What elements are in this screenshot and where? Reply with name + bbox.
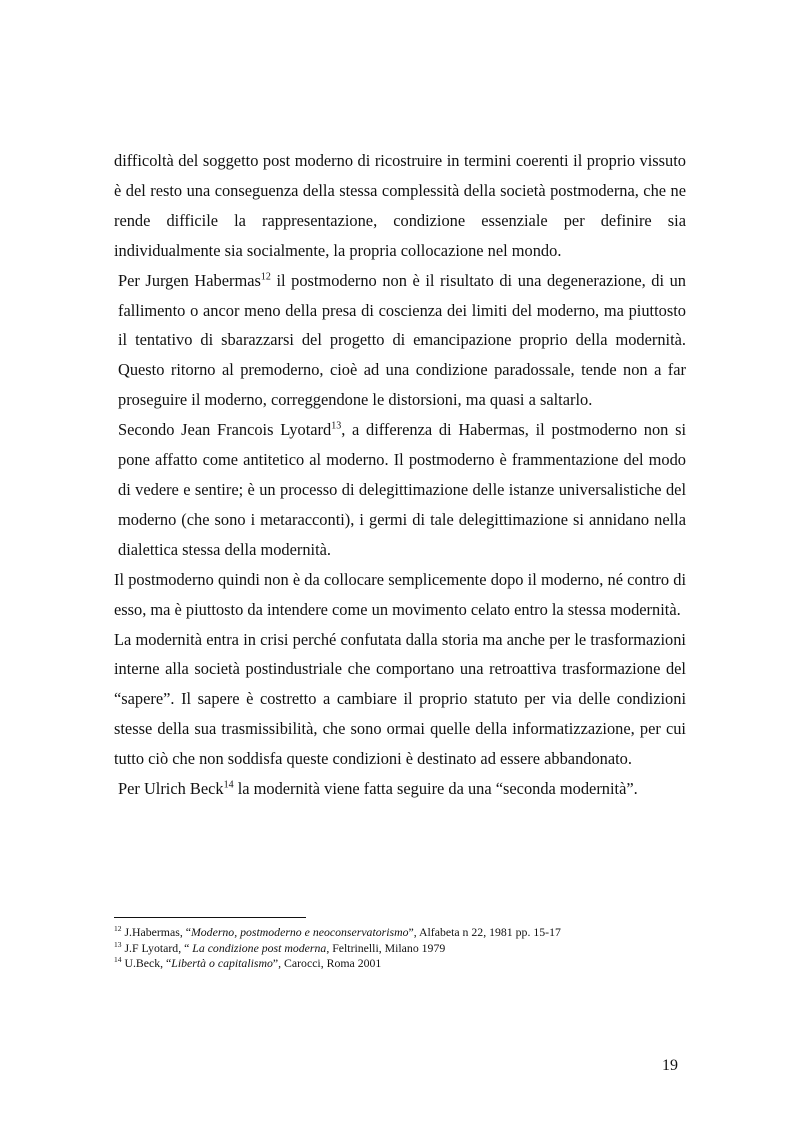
paragraph-text: , a differenza di Habermas, il postmoderno non si pone affatto come antitetico al moderno. Il postmoderno è frammentazione del modo di vedere e sentire; è un processo di delegittimazione delle istanze universalistiche del moderno (che sono i metaracconti), i germi di tale delegittimazione si annidano nella dialettica stessa della modernità.	[118, 420, 687, 559]
paragraph-5	[114, 625, 686, 775]
paragraph-beck	[114, 774, 686, 804]
footnote-number: 12	[114, 924, 122, 934]
footnote-ref-12[interactable]: 12	[260, 271, 271, 283]
footnote-title: La condizione post moderna	[192, 940, 327, 955]
paragraph-text: Per Jurgen Habermas	[118, 270, 261, 290]
paragraph-text: difficoltà del soggetto post moderno di ricostruire in termini coerenti il proprio vissuto è del resto una conseguenza della stessa complessità della società postmoderna, che ne rende difficile la rappresentazione, condizione essenziale per definire sia individualmente sia socialmente, la propria collocazione nel mondo.	[114, 151, 686, 260]
paragraph-text: la modernità viene fatta seguire da una “seconda modernità”.	[233, 779, 638, 799]
paragraph-text: La modernità entra in crisi perché confutata dalla storia ma anche per le trasformazioni interne alla società postindustriale che comportano una retroattiva trasformazione del “sapere”. Il sapere è costretto a cambiare il proprio statuto per via delle condizioni stesse della sua trasmissibilità, che sono ormai quelle della informatizzazione, per cui tutto ciò che non soddisfa queste condizioni è destinato ad essere abbandonato.	[114, 629, 686, 769]
footnote-14	[114, 956, 686, 972]
footnote-text: U.Beck, “	[124, 956, 172, 970]
page-number: 19	[662, 1057, 678, 1074]
footnote-title: Libertà o capitalismo	[171, 956, 273, 970]
footnote-separator	[114, 917, 306, 918]
paragraph-text: Il postmoderno quindi non è da collocare semplicemente dopo il moderno, né contro di esso, ma è piuttosto da intendere come un movimento celato entro la stessa modernità.	[114, 569, 686, 619]
footnotes	[114, 925, 686, 972]
paragraph-1	[114, 146, 686, 266]
footnote-title: Moderno, postmoderno e neoconservatorismo	[190, 925, 409, 939]
footnote-13	[114, 941, 686, 957]
paragraph-habermas	[114, 266, 686, 416]
footnote-text: J.F Lyotard, “	[124, 940, 193, 955]
footnote-text: ”, Alfabeta n 22, 1981 pp. 15-17	[408, 925, 561, 939]
paragraph-4	[114, 565, 686, 625]
paragraph-text: Per Ulrich Beck	[118, 779, 224, 799]
body-text	[114, 146, 686, 804]
footnote-number: 14	[114, 955, 122, 965]
footnote-text: J.Habermas, “	[124, 925, 191, 939]
paragraph-text: il postmoderno non è il risultato di una degenerazione, di un fallimento o ancor meno della presa di coscienza dei limiti del moderno, ma piuttosto il tentativo di sbarazzarsi del progetto di emancipazione proprio della modernità. Questo ritorno al premoderno, cioè ad una condizione paradossale, tende non a far proseguire il moderno, correggendone le distorsioni, ma quasi a saltarlo.	[118, 270, 687, 410]
footnote-ref-14[interactable]: 14	[223, 779, 234, 791]
paragraph-lyotard	[114, 415, 686, 565]
footnote-ref-13[interactable]: 13	[331, 420, 342, 432]
footnote-12	[114, 925, 686, 941]
footnote-text: ”, Carocci, Roma 2001	[272, 956, 382, 970]
paragraph-text: Secondo Jean Francois Lyotard	[118, 420, 332, 440]
footnote-number: 13	[114, 939, 122, 949]
footnote-text: , Feltrinelli, Milano 1979	[326, 940, 446, 955]
